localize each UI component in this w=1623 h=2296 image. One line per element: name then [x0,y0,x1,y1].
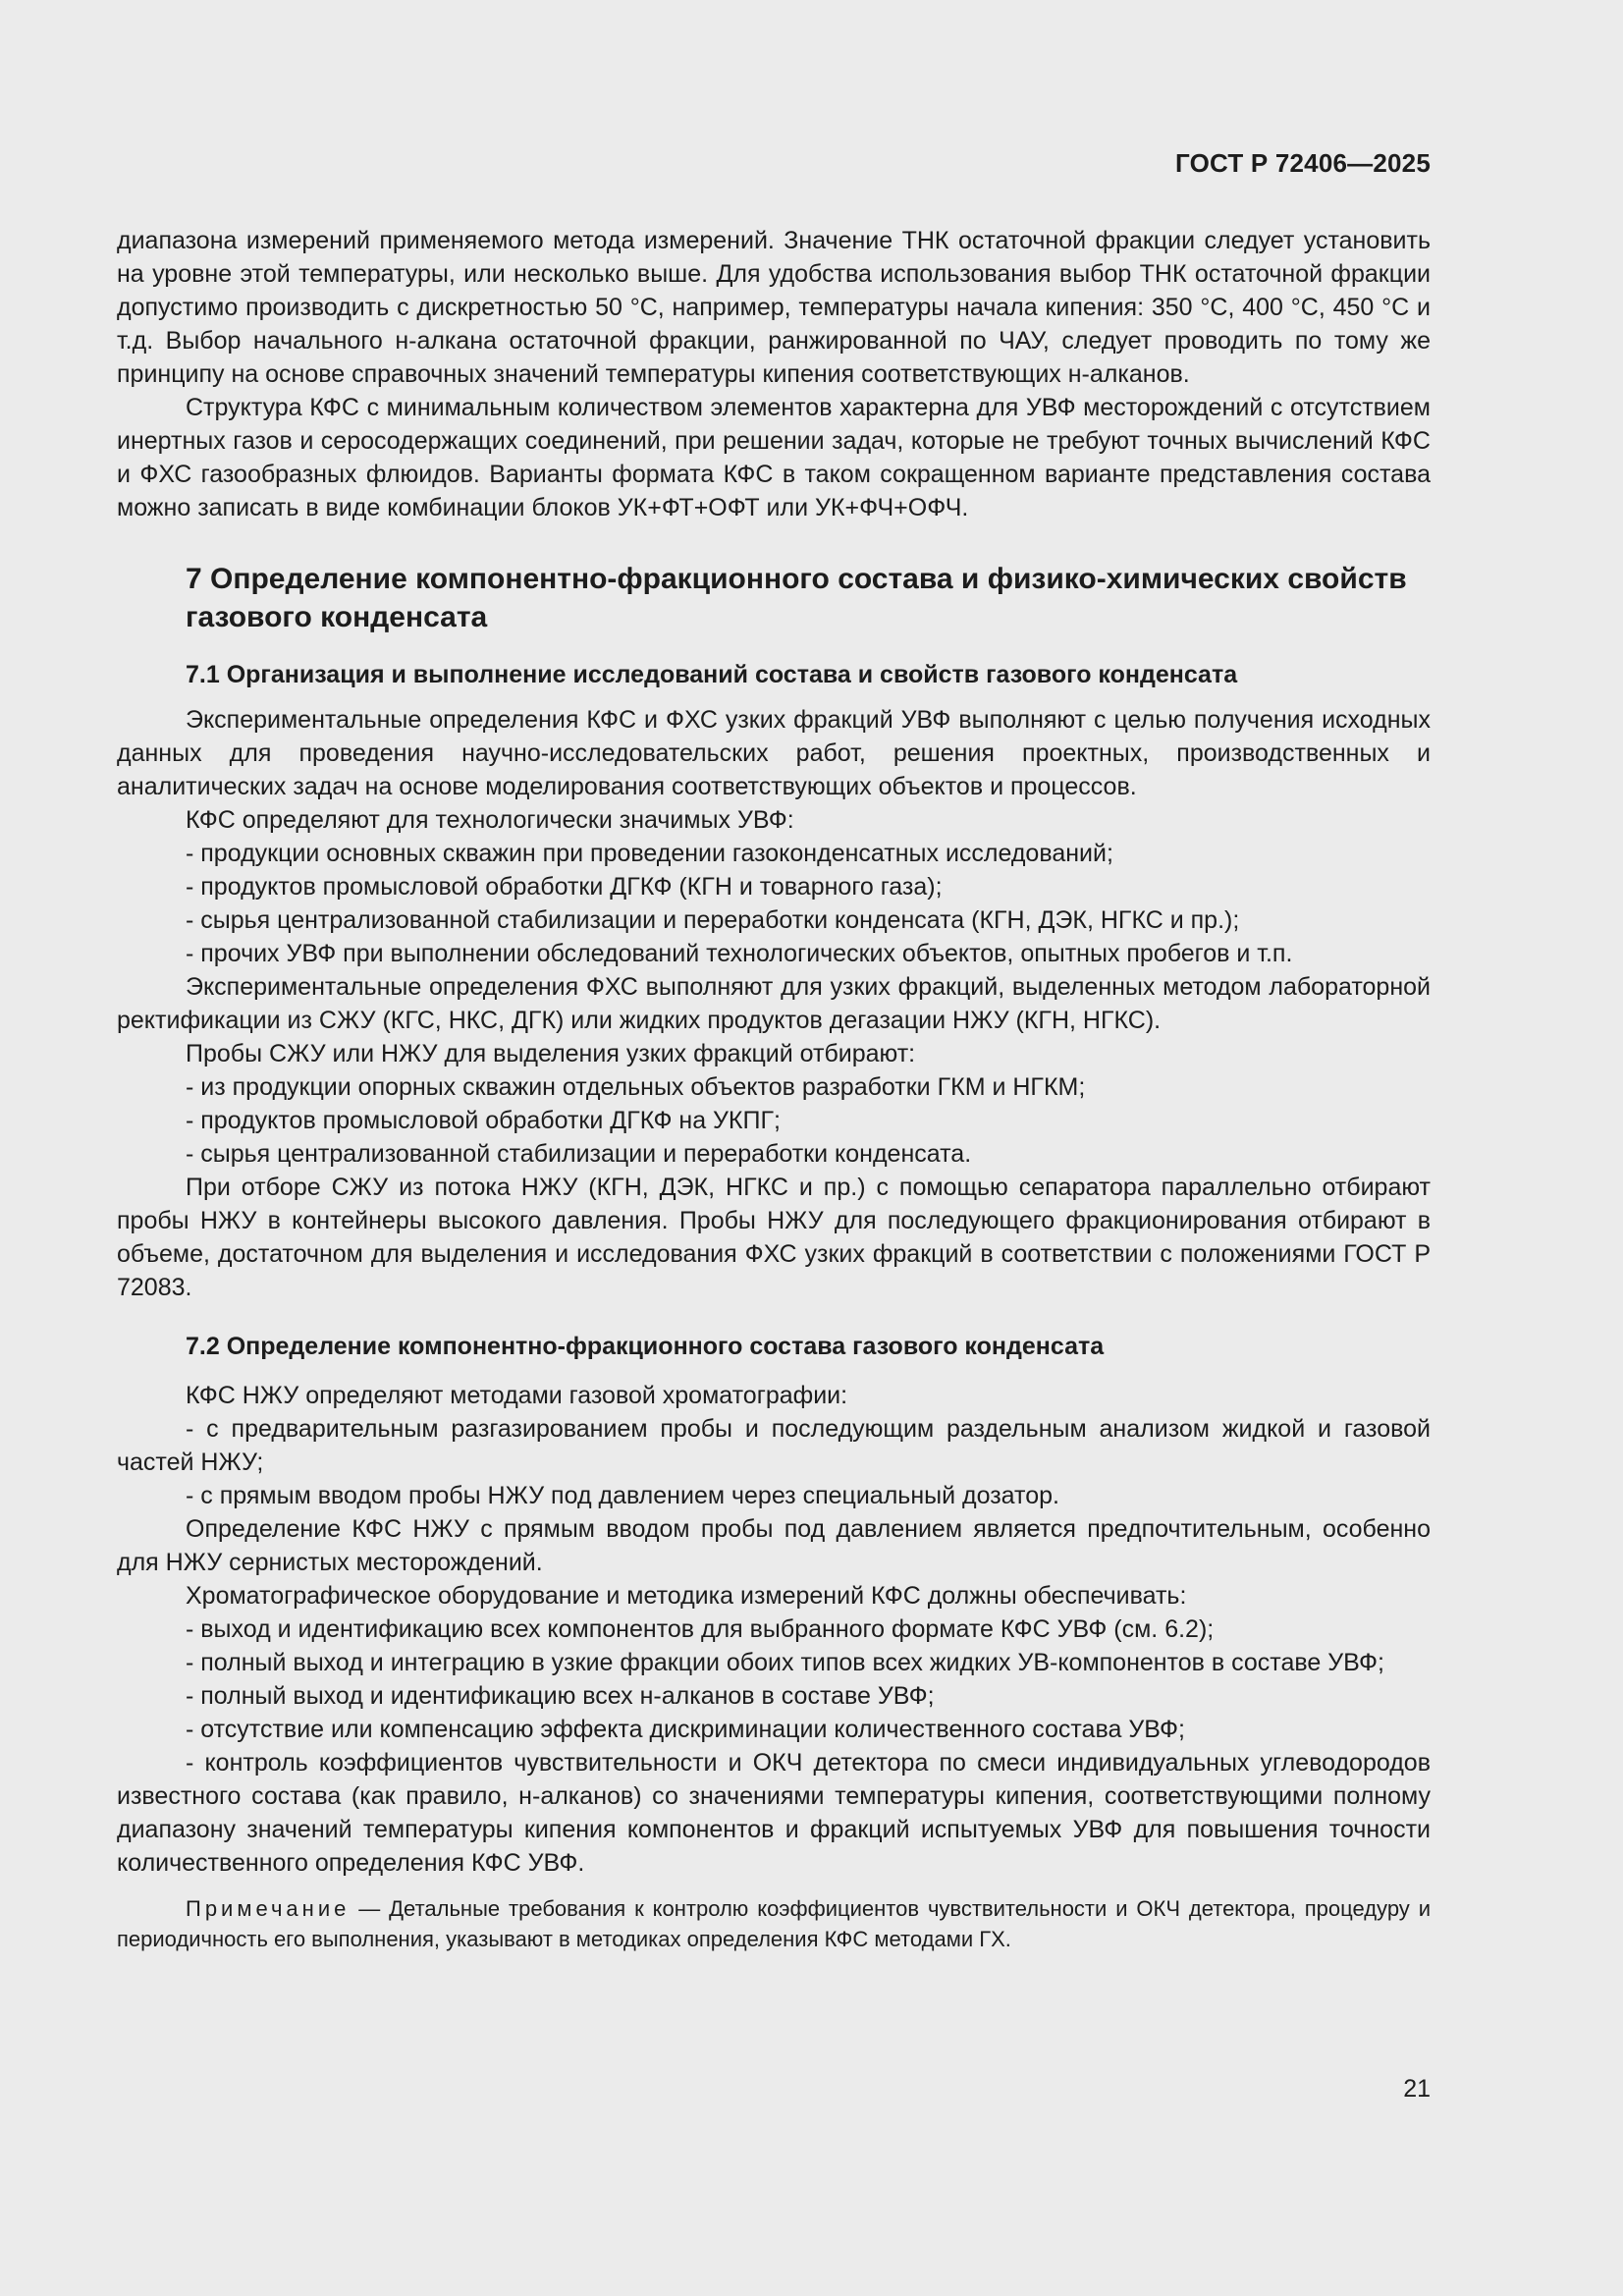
list-item: - продукции основных скважин при проведении газоконденсатных исследований; [186,840,1113,867]
document-header: ГОСТ Р 72406—2025 [1175,148,1431,178]
section-7-2-paragraph-2: Определение КФС НЖУ с прямым вводом пробы под давлением является предпочтительным, особенно для НЖУ сернистых месторождений. [117,1515,1431,1576]
document-body [117,224,1431,1954]
list-item: - прочих УВФ при выполнении обследований технологических объектов, опытных пробегов и т.п. [186,940,1293,967]
list-item: - из продукции опорных скважин отдельных объектов разработки ГКМ и НГКМ; [186,1073,1086,1101]
page-number: 21 [1403,2075,1431,2103]
section-7-heading: 7 Определение компонентно-фракционного состава и физико-химических свойств газового конденсата [186,563,1407,633]
list-item: - с прямым вводом пробы НЖУ под давлением через специальный дозатор. [186,1482,1059,1509]
list-item: - продуктов промысловой обработки ДГКФ (КГН и товарного газа); [186,873,943,901]
list-item: - отсутствие или компенсацию эффекта дискриминации количественного состава УВФ; [186,1716,1185,1743]
list-item: - контроль коэффициентов чувствительности и ОКЧ детектора по смеси индивидуальных углеводородов известного состава (как правило, н-алканов) со значениями температуры кипения, соответствующими полному диапазону значений температуры кипения компонентов и фракций испытуемых УВФ для повышения точности количественного определения КФС УВФ. [117,1749,1431,1877]
intro-paragraph-2: Структура КФС с минимальным количеством элементов характерна для УВФ месторождений с отсутствием инертных газов и серосодержащих соединений, при решении задач, которые не требуют точных вычислений КФС и ФХС газообразных флюидов. Варианты формата КФС в таком сокращенном варианте представления состава можно записать в виде комбинации блоков УК+ФТ+ОФТ или УК+ФЧ+ОФЧ. [117,394,1431,521]
section-7-1-paragraph-1: Экспериментальные определения КФС и ФХС узких фракций УВФ выполняют с целью получения исходных данных для проведения научно-исследовательских работ, решения проектных, производственных и аналитических задач на основе моделирования соответствующих объектов и процессов. [117,706,1431,800]
note-label: Примечание [186,1896,351,1921]
section-7-2-paragraph-1: КФС НЖУ определяют методами газовой хроматографии: [186,1382,848,1409]
list-item: - полный выход и интеграцию в узкие фракции обоих типов всех жидких УВ-компонентов в составе УВФ; [186,1649,1384,1676]
section-7-2-paragraph-3: Хроматографическое оборудование и методика измерений КФС должны обеспечивать: [186,1582,1187,1610]
section-7-1-paragraph-3: Экспериментальные определения ФХС выполняют для узких фракций, выделенных методом лабораторной ректификации из СЖУ (КГС, НКС, ДГК) или жидких продуктов дегазации НЖУ (КГН, НГКС). [117,973,1431,1034]
list-item: - полный выход и идентификацию всех н-алканов в составе УВФ; [186,1682,935,1710]
list-item: - сырья централизованной стабилизации и переработки конденсата (КГН, ДЭК, НГКС и пр.); [186,906,1240,934]
note [117,1893,1431,1954]
section-7-1-heading: 7.1 Организация и выполнение исследований состава и свойств газового конденсата [186,661,1238,688]
section-7-1-paragraph-2: КФС определяют для технологически значимых УВФ: [186,806,794,834]
list-item: - продуктов промысловой обработки ДГКФ на УКПГ; [186,1107,781,1134]
list-item: - сырья централизованной стабилизации и переработки конденсата. [186,1140,972,1168]
list-item: - с предварительным разгазированием пробы и последующим раздельным анализом жидкой и газовой частей НЖУ; [117,1415,1431,1476]
list-item: - выход и идентификацию всех компонентов для выбранного формате КФС УВФ (см. 6.2); [186,1615,1215,1643]
section-7-1-paragraph-5: При отборе СЖУ из потока НЖУ (КГН, ДЭК, НГКС и пр.) с помощью сепаратора параллельно отбирают пробы НЖУ в контейнеры высокого давления. Пробы НЖУ для последующего фракционирования отбирают в объеме, достаточном для выделения и исследования ФХС узких фракций в соответствии с положениями ГОСТ Р 72083. [117,1174,1431,1301]
note-text: — Детальные требования к контролю коэффициентов чувствительности и ОКЧ детектора, процедуру и периодичность его выполнения, указывают в методиках определения КФС методами ГХ. [117,1896,1431,1951]
intro-paragraph-1: диапазона измерений применяемого метода измерений. Значение ТНК остаточной фракции следует установить на уровне этой температуры, или несколько выше. Для удобства использования выбор ТНК остаточной фракции допустимо производить с дискретностью 50 °С, например, температуры начала кипения: 350 °С, 400 °С, 450 °С и т.д. Выбор начального н-алкана остаточной фракции, ранжированной по ЧАУ, следует проводить по тому же принципу на основе справочных значений температуры кипения соответствующих н-алканов. [117,227,1431,388]
section-7-1-paragraph-4: Пробы СЖУ или НЖУ для выделения узких фракций отбирают: [186,1040,916,1067]
section-7-2-heading: 7.2 Определение компонентно-фракционного состава газового конденсата [186,1333,1105,1360]
